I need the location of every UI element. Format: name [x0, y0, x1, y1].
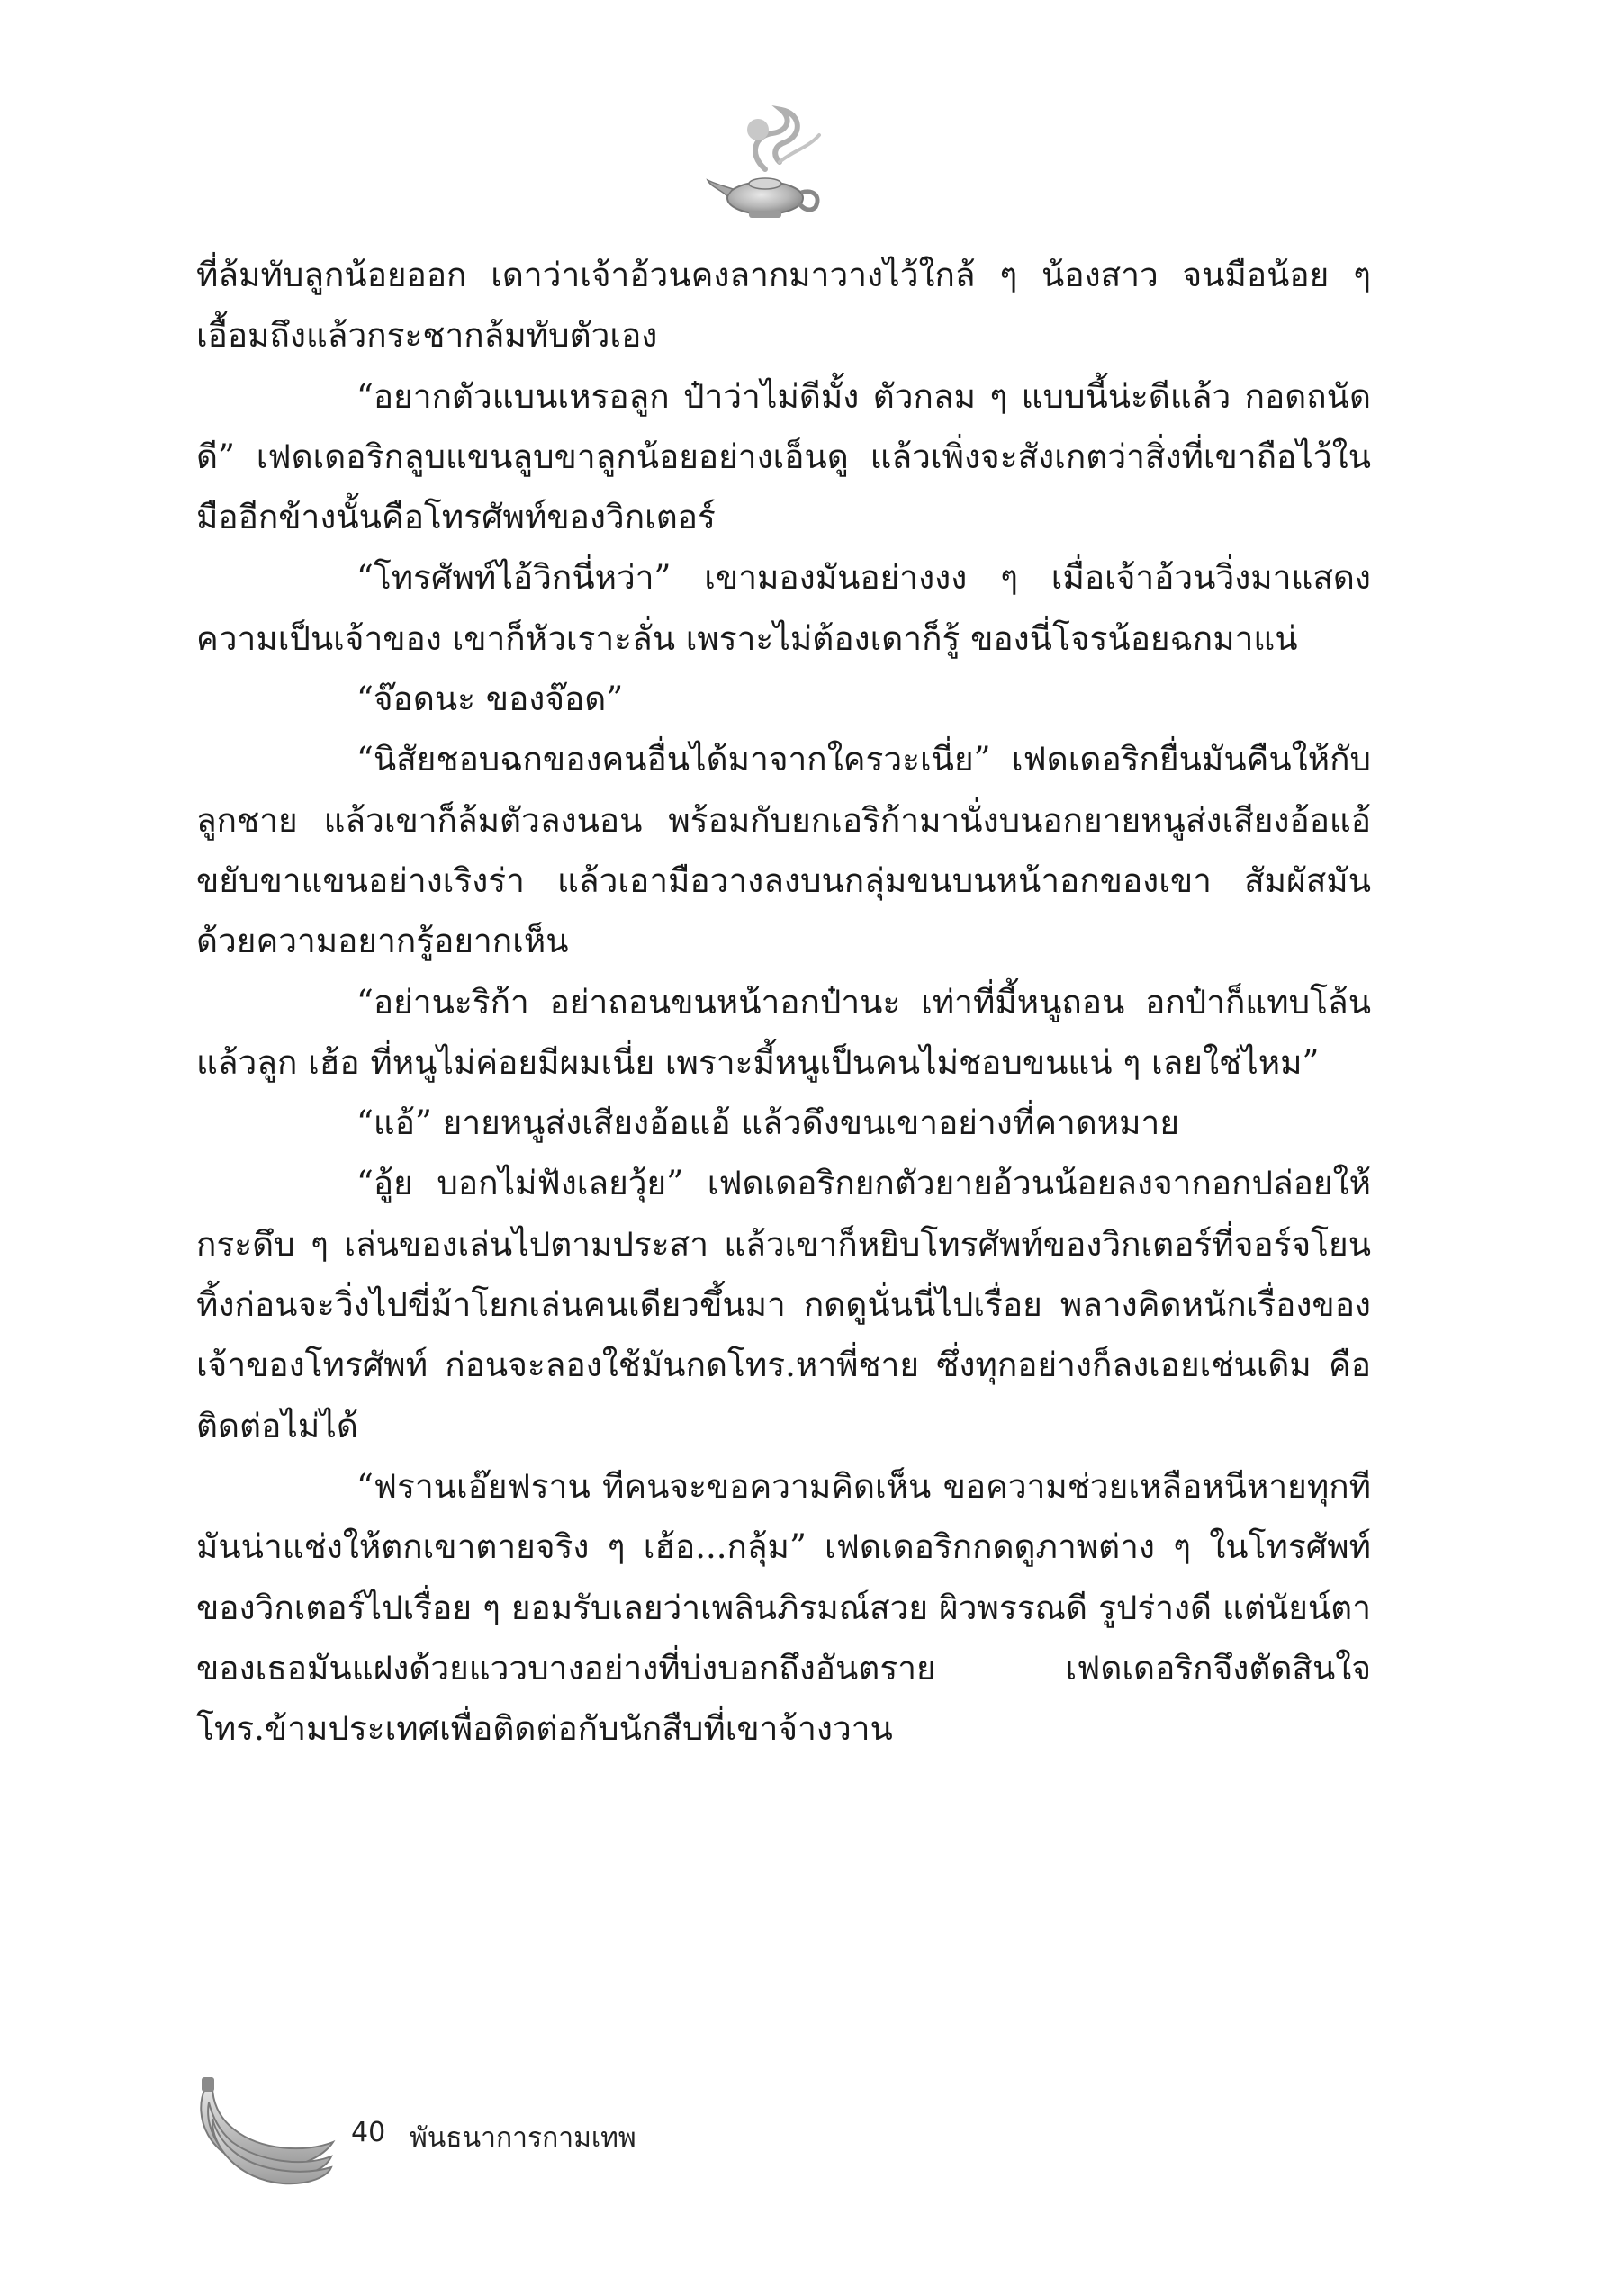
paragraph: “ฟรานเอ๊ยฟราน ทีคนจะขอความคิดเห็น ขอความช่วยเหลือหนีหายทุกที มันน่าแช่งให้ตกเขาตายจริง ๆ เฮ้อ...กลุ้ม” เฟดเดอริกกดดูภาพต่าง ๆ ในโทรศัพท์ของวิกเตอร์ไปเรื่อย ๆ ยอมรับเลยว่าเพลินภิรมณ์สวย ผิวพรรณดี รูปร่างดี แต่นัยน์ตาของเธอมันแฝงด้วยแววบางอย่างที่บ่งบอกถึงอันตราย เฟดเดอริกจึงตัดสินใจโทร.ข้ามประเทศเพื่อติดต่อกับนักสืบที่เขาจ้างวาน — [196, 1466, 1371, 1749]
paragraph: “โทรศัพท์ไอ้วิกนี่หว่า” เขามองมันอย่างงง ๆ เมื่อเจ้าอ้วนวิ่งมาแสดงความเป็นเจ้าของ เขาก็หัวเราะลั่น เพราะไม่ต้องเดาก็รู้ ของนี่โจรน้อยฉกมาแน่ — [196, 558, 1371, 658]
paragraph: “จ๊อดนะ ของจ๊อด” — [356, 680, 624, 719]
body-text — [196, 245, 1371, 1759]
banana-icon — [189, 2070, 338, 2187]
paragraph: “แอ้” ยายหนูส่งเสียงอ้อแอ้ แล้วดึงขนเขาอย่างที่คาดหมาย — [356, 1103, 1179, 1143]
page-footer — [189, 2070, 819, 2196]
book-title: พันธนาการกามเทพ — [410, 2122, 636, 2154]
paragraph: “อยากตัวแบนเหรอลูก ป๋าว่าไม่ดีมั้ง ตัวกลม ๆ แบบนี้น่ะดีแล้ว กอดถนัดดี” เฟดเดอริกลูบแขนลูบขาลูกน้อยอย่างเอ็นดู แล้วเพิ่งจะสังเกตว่าสิ่งที่เขาถือไว้ในมืออีกข้างนั้นคือโทรศัพท์ของวิกเตอร์ — [196, 376, 1371, 537]
paragraph: “อู้ย บอกไม่ฟังเลยวุ้ย” เฟดเดอริกยกตัวยายอ้วนน้อยลงจากอกปล่อยให้กระดึบ ๆ เล่นของเล่นไปตามประสา แล้วเขาก็หยิบโทรศัพท์ของวิกเตอร์ที่จอร์จโยนทิ้งก่อนจะวิ่งไปขี่ม้าโยกเล่นคนเดียวขึ้นมา กดดูนั่นนี่ไปเรื่อย พลางคิดหนักเรื่องของเจ้าของโทรศัพท์ ก่อนจะลองใช้มันกดโทร.หาพี่ชาย ซึ่งทุกอย่างก็ลงเอยเช่นเดิม คือติดต่อไม่ได้ — [196, 1164, 1371, 1445]
magic-lamp-icon — [702, 99, 837, 234]
paragraph: “นิสัยชอบฉกของคนอื่นได้มาจากใครวะเนี่ย” เฟดเดอริกยื่นมันคืนให้กับลูกชาย แล้วเขาก็ล้มตัวลงนอน พร้อมกับยกเอริก้ามานั่งบนอกยายหนูส่งเสียงอ้อแอ้ ขยับขาแขนอย่างเริงร่า แล้วเอามือวางลงบนกลุ่มขนบนหน้าอกของเขา สัมผัสมันด้วยความอยากรู้อยากเห็น — [196, 740, 1371, 961]
paragraph: “อย่านะริก้า อย่าถอนขนหน้าอกป๋านะ เท่าที่มี้หนูถอน อกป๋าก็แทบโล้นแล้วลูก เฮ้อ ที่หนูไม่ค่อยมีผมเนี่ย เพราะมี้หนูเป็นคนไม่ชอบขนแน่ ๆ เลยใช่ไหม” — [196, 982, 1371, 1082]
page-number: 40 — [351, 2117, 386, 2148]
paragraph: ที่ล้มทับลูกน้อยออก เดาว่าเจ้าอ้วนคงลากมาวางไว้ใกล้ ๆ น้องสาว จนมือน้อย ๆ เอื้อมถึงแล้วกระชากล้มทับตัวเอง — [196, 256, 1371, 356]
